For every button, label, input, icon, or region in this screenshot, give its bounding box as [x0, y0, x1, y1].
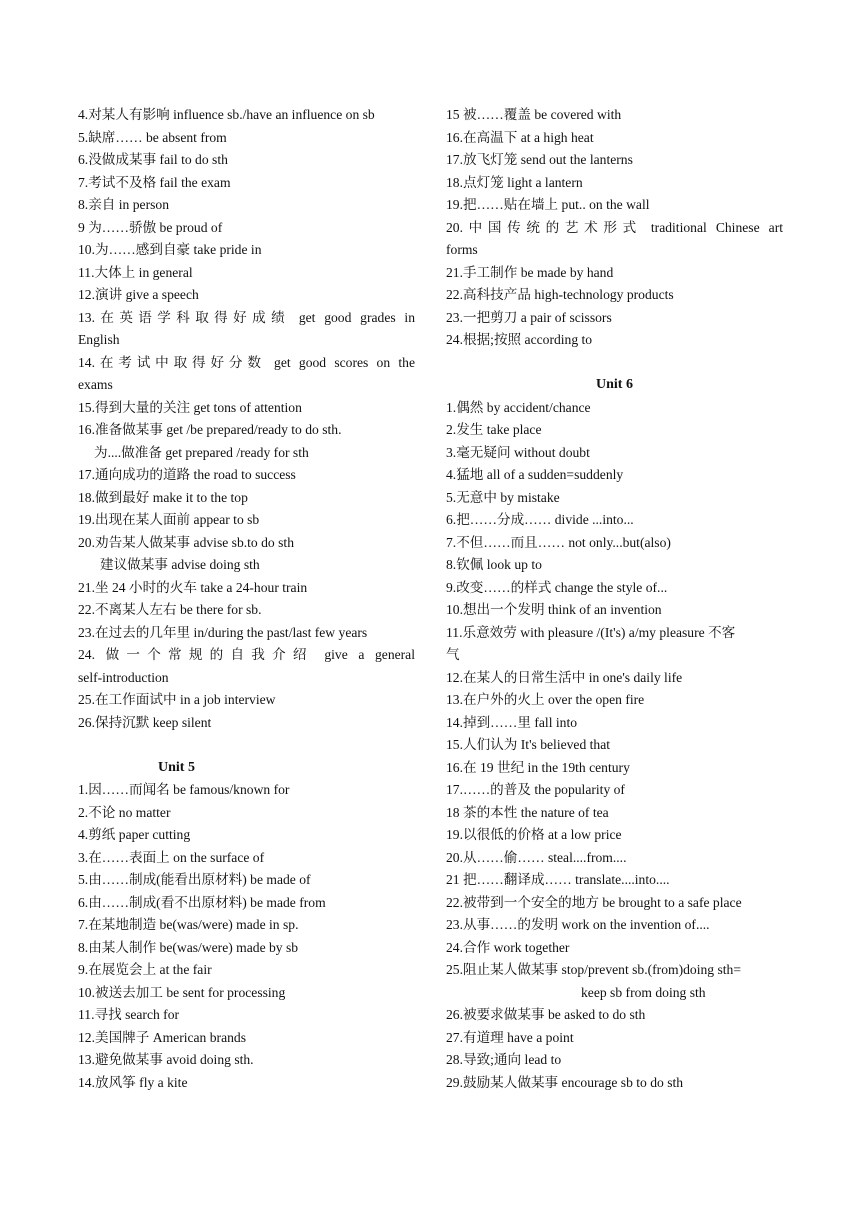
left-column [78, 104, 415, 1094]
list-item: 24.根据;按照 according to [446, 332, 593, 347]
list-item: 25.阻止某人做某事 stop/prevent sb.(from)doing sth= [446, 962, 741, 977]
list-item: 23.从事……的发明 work on the invention of.... [446, 917, 710, 932]
list-item: 15.人们认为 It's believed that [446, 737, 611, 752]
list-item: 15.得到大量的关注 get tons of attention [78, 399, 302, 415]
unit5-list [78, 779, 415, 1094]
list-item: 18 茶的本性 the nature of tea [446, 804, 609, 820]
list-item-continuation: 为....做准备 get prepared /ready for sth [94, 444, 309, 460]
unit6-list [446, 397, 783, 1095]
list-item-continuation: English [78, 332, 120, 347]
list-item: 9.改变……的样式 change the style of... [446, 579, 668, 595]
list-item: 17.……的普及 the popularity of [446, 782, 625, 797]
unit6-heading: Unit 6 [596, 377, 633, 392]
list-item: 12.美国牌子 American brands [78, 1029, 246, 1045]
list-item: 22.高科技产品 high-technology products [446, 287, 674, 302]
list-item: 9 为……骄傲 be proud of [78, 219, 223, 235]
list-item: 26.保持沉默 keep silent [78, 714, 212, 730]
list-item: 14.在考试中取得好分数 get good scores on the [78, 354, 415, 370]
list-item: 20.从……偷…… steal....from.... [446, 849, 627, 865]
list-item: 29.鼓励某人做某事 encourage sb to do sth [446, 1074, 684, 1090]
list-item: 18.点灯笼 light a lantern [446, 174, 583, 190]
list-item: 28.导致;通向 lead to [446, 1052, 562, 1067]
unit4-list-continued [78, 104, 415, 734]
list-item: 13.在户外的火上 over the open fire [446, 692, 645, 707]
list-item: 16.在高温下 at a high heat [446, 129, 594, 145]
list-item: 11.大体上 in general [78, 264, 193, 280]
list-item: 16.在 19 世纪 in the 19th century [446, 759, 630, 775]
list-item: 10.想出一个发明 think of an invention [446, 602, 662, 617]
list-item: 11.乐意效劳 with pleasure /(It's) a/my pleasure 不客 [446, 624, 736, 640]
list-item: 7.在某地制造 be(was/were) made in sp. [78, 917, 299, 932]
list-item: 2.发生 take place [446, 422, 542, 437]
list-item: 13.避免做某事 avoid doing sth. [78, 1052, 254, 1067]
list-item: 14.掉到……里 fall into [446, 714, 578, 730]
list-item: 7.考试不及格 fail the exam [78, 174, 231, 190]
list-item: 4.对某人有影响 influence sb./have an influence on sb [78, 107, 375, 122]
list-item: 10.为……感到自豪 take pride in [78, 242, 262, 257]
list-item: 19.以很低的价格 at a low price [446, 827, 622, 842]
list-item: 7.不但……而且…… not only...but(also) [446, 534, 671, 550]
list-item: 20.中国传统的艺术形式 traditional Chinese art [446, 219, 783, 235]
list-item: 4.猛地 all of a sudden=suddenly [446, 467, 624, 482]
list-item: 3.毫无疑问 without doubt [446, 444, 590, 460]
list-item: 25.在工作面试中 in a job interview [78, 692, 276, 707]
list-item: 21.手工制作 be made by hand [446, 264, 614, 280]
list-item: 18.做到最好 make it to the top [78, 489, 248, 505]
list-item-continuation: forms [446, 242, 478, 257]
list-item-continuation: exams [78, 377, 113, 392]
list-item: 14.放风筝 fly a kite [78, 1074, 188, 1090]
list-item: 21.坐 24 小时的火车 take a 24-hour train [78, 579, 308, 595]
unit5-list-continued [446, 104, 783, 352]
list-item: 8.由某人制作 be(was/were) made by sb [78, 939, 299, 955]
list-item: 5.由……制成(能看出原材料) be made of [78, 872, 311, 887]
list-item: 6.没做成某事 fail to do sth [78, 152, 228, 167]
list-item: 12.在某人的日常生活中 in one's daily life [446, 669, 683, 685]
list-item: 20.劝告某人做某事 advise sb.to do sth [78, 534, 294, 550]
list-item: 15 被……覆盖 be covered with [446, 107, 622, 122]
list-item: 10.被送去加工 be sent for processing [78, 984, 286, 1000]
right-column [446, 104, 783, 1094]
list-item: 22.不离某人左右 be there for sb. [78, 602, 262, 617]
list-item: 23.一把剪刀 a pair of scissors [446, 309, 612, 325]
list-item: 17.放飞灯笼 send out the lanterns [446, 152, 633, 167]
spacer [446, 352, 783, 375]
list-item: 6.由……制成(看不出原材料) be made from [78, 894, 326, 910]
list-item: 19.出现在某人面前 appear to sb [78, 512, 260, 527]
list-item: 11.寻找 search for [78, 1007, 180, 1022]
unit5-heading: Unit 5 [158, 759, 195, 775]
list-item: 24.合作 work together [446, 939, 570, 955]
list-item: 3.在……表面上 on the surface of [78, 849, 265, 865]
list-item: 1.因……而闻名 be famous/known for [78, 782, 290, 797]
list-item: 8.亲自 in person [78, 197, 169, 212]
list-item: 23.在过去的几年里 in/during the past/last few years [78, 624, 368, 640]
list-item: 2.不论 no matter [78, 804, 171, 820]
list-item: 8.钦佩 look up to [446, 557, 542, 572]
list-item: 6.把……分成…… divide ...into... [446, 512, 634, 527]
list-item: 5.无意中 by mistake [446, 489, 560, 505]
list-item: 16.准备做某事 get /be prepared/ready to do sth. [78, 422, 342, 437]
list-item: 13.在英语学科取得好成绩 get good grades in [78, 309, 415, 325]
list-item: 5.缺席…… be absent from [78, 129, 227, 145]
list-item: 9.在展览会上 at the fair [78, 962, 212, 977]
list-item-continuation: self-introduction [78, 669, 169, 685]
list-item: 22.被带到一个安全的地方 be brought to a safe place [446, 894, 742, 910]
list-item: 19.把……贴在墙上 put.. on the wall [446, 197, 650, 212]
list-item: 17.通向成功的道路 the road to success [78, 467, 296, 482]
list-item: 4.剪纸 paper cutting [78, 827, 191, 842]
list-item-continuation: 气 [446, 647, 460, 662]
list-item: 24. 做一个常规的自我介绍 give a general [78, 647, 415, 662]
list-item: 26.被要求做某事 be asked to do sth [446, 1007, 646, 1022]
list-item: 12.演讲 give a speech [78, 287, 199, 302]
list-item: 1.偶然 by accident/chance [446, 399, 591, 415]
list-item: 21 把……翻译成…… translate....into.... [446, 872, 670, 887]
list-item: 27.有道理 have a point [446, 1029, 574, 1045]
list-item-continuation: 建议做某事 advise doing sth [100, 557, 260, 572]
spacer [78, 734, 415, 757]
list-item-continuation: keep sb from doing sth [581, 984, 706, 1000]
